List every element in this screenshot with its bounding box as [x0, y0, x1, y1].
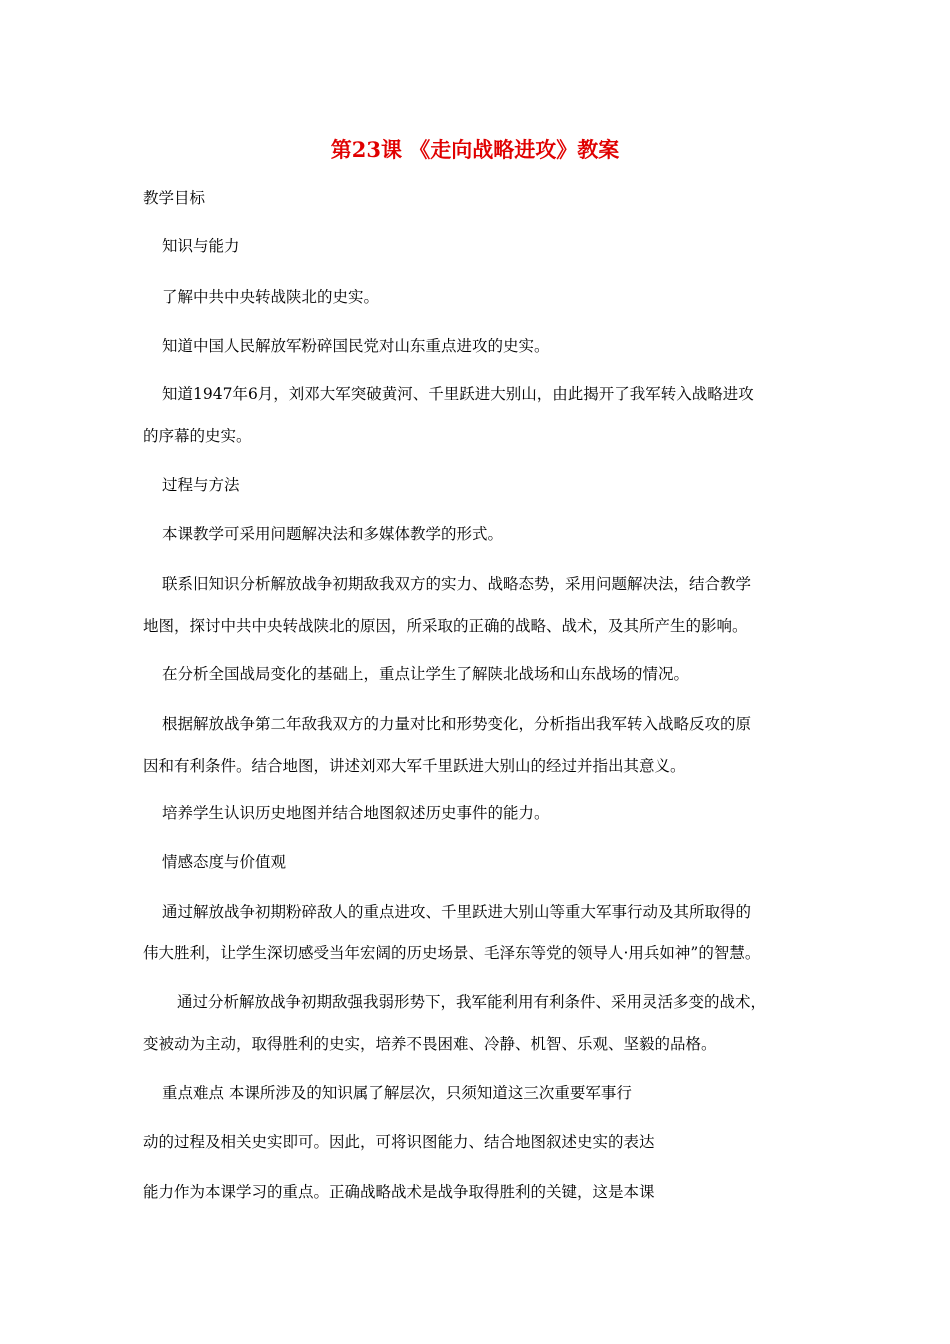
subheading-knowledge: 知识与能力 [162, 237, 240, 255]
paragraph-line: 知道1947年6月，刘邓大军突破黄河、千里跃进大别山，由此揭开了我军转入战略进攻 [162, 385, 754, 403]
subheading-process: 过程与方法 [162, 476, 240, 494]
subheading-values: 情感态度与价值观 [162, 853, 287, 871]
paragraph-line: 联系旧知识分析解放战争初期敌我双方的实力、战略态势，采用问题解决法，结合教学 [162, 575, 752, 593]
paragraph-line: 伟大胜利，让学生深切感受当年宏阔的历史场景、毛泽东等党的领导人·用兵如神”的智慧。 [143, 944, 761, 962]
paragraph-line: 知道中国人民解放军粉碎国民党对山东重点进攻的史实。 [162, 337, 550, 355]
paragraph-line: 在分析全国战局变化的基础上，重点让学生了解陕北战场和山东战场的情况。 [162, 665, 690, 683]
document-title: 第23课 《走向战略进攻》教案 [330, 137, 620, 162]
paragraph-line: 通过分析解放战争初期敌强我弱形势下，我军能利用有利条件、采用灵活多变的战术， [177, 993, 767, 1011]
paragraph-line: 培养学生认识历史地图并结合地图叙述历史事件的能力。 [162, 804, 550, 822]
section-heading-objectives: 教学目标 [143, 189, 206, 207]
paragraph-line: 变被动为主动，取得胜利的史实，培养不畏困难、冷静、机智、乐观、坚毅的品格。 [143, 1035, 717, 1053]
paragraph-line: 了解中共中央转战陕北的史实。 [162, 288, 380, 306]
paragraph-line: 的序幕的史实。 [143, 427, 252, 445]
paragraph-line: 因和有利条件。结合地图，讲述刘邓大军千里跃进大别山的经过并指出其意义。 [143, 757, 686, 775]
paragraph-line: 重点难点 本课所涉及的知识属了解层次，只须知道这三次重要军事行 [162, 1084, 632, 1102]
paragraph-line: 能力作为本课学习的重点。正确战略战术是战争取得胜利的关键，这是本课 [143, 1183, 655, 1201]
paragraph-line: 通过解放战争初期粉碎敌人的重点进攻、千里跃进大别山等重大军事行动及其所取得的 [162, 903, 752, 921]
paragraph-line: 本课教学可采用问题解决法和多媒体教学的形式。 [162, 525, 504, 543]
paragraph-line: 根据解放战争第二年敌我双方的力量对比和形势变化，分析指出我军转入战略反攻的原 [162, 715, 752, 733]
paragraph-line: 地图，探讨中共中央转战陕北的原因，所采取的正确的战略、战术，及其所产生的影响。 [143, 617, 748, 635]
paragraph-line: 动的过程及相关史实即可。因此，可将识图能力、结合地图叙述史实的表达 [143, 1133, 655, 1151]
